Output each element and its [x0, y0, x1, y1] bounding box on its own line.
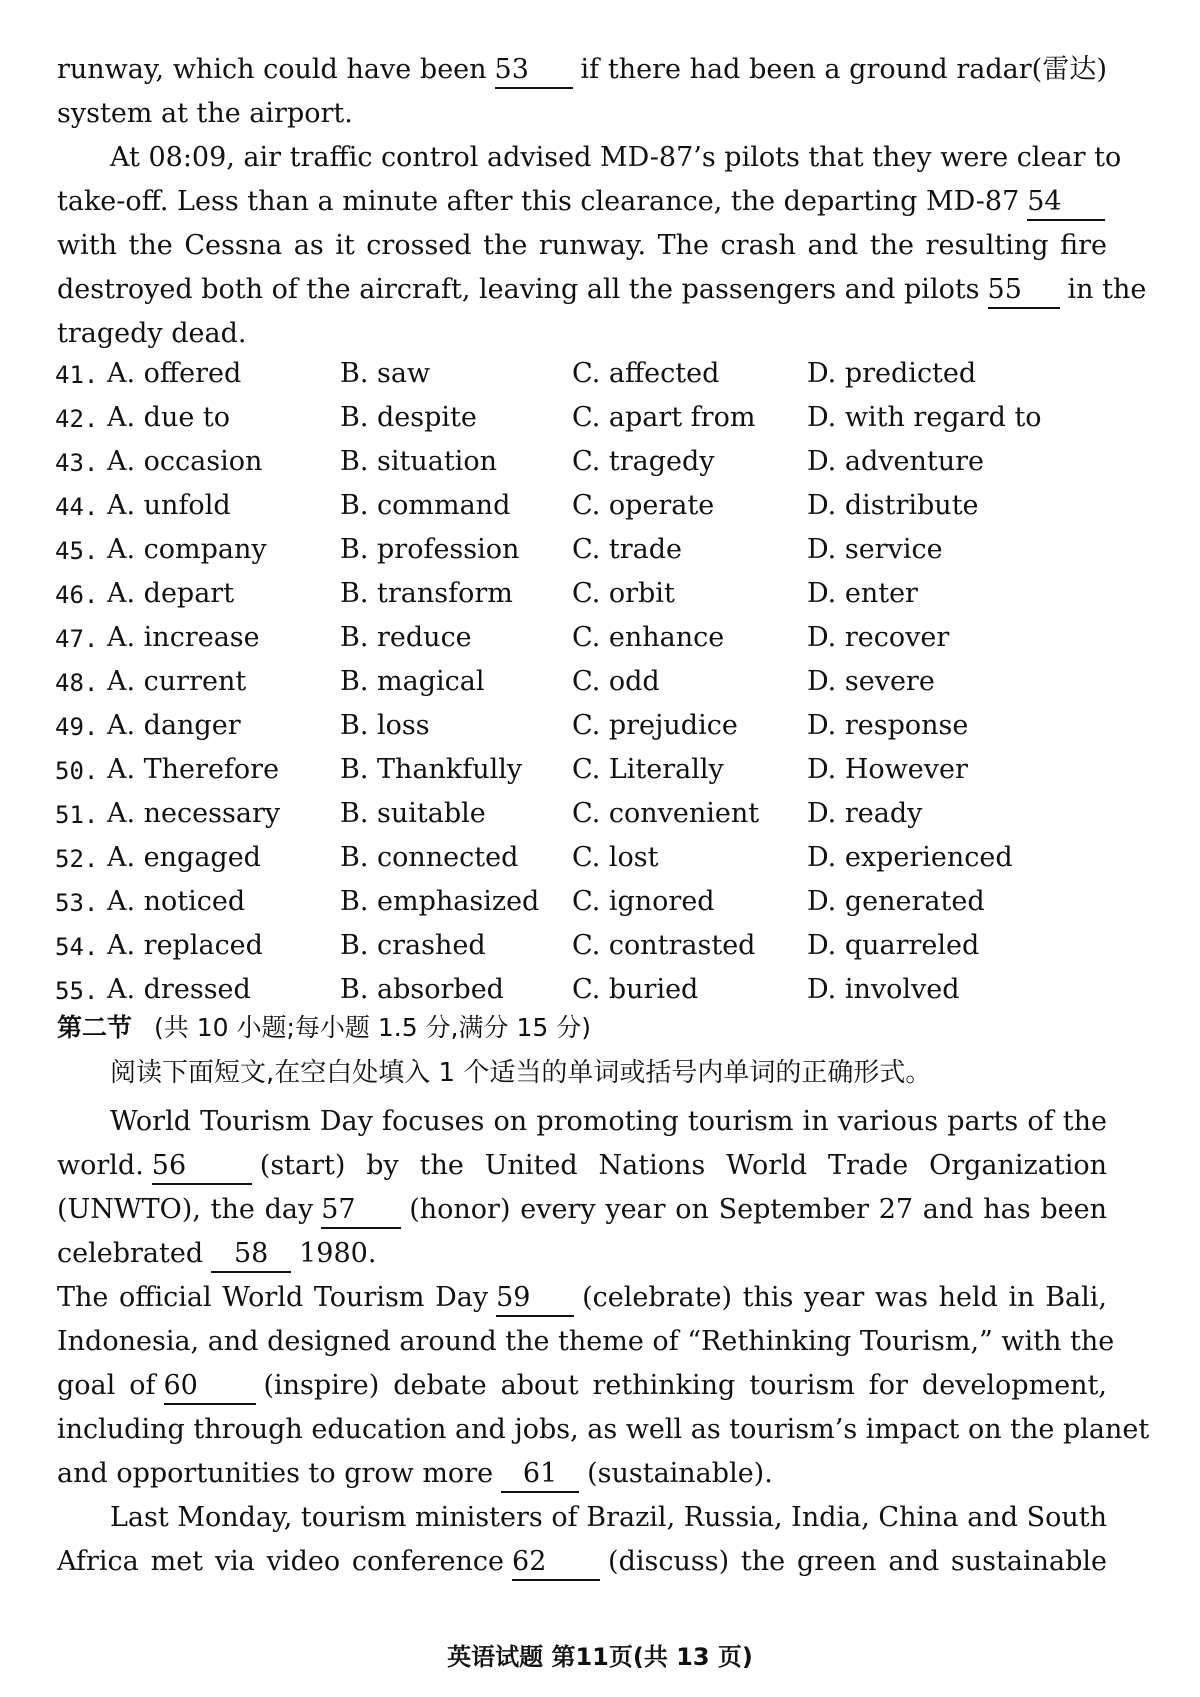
passage-line: Last Monday, tourism ministers of Brazil, Russia, India, China and South: [110, 1502, 1107, 1533]
option-c[interactable]: C. enhance: [572, 622, 725, 653]
passage-line: At 08:09, air traffic control advised MD-87’s pilots that they were clear to: [110, 142, 1122, 173]
option-a[interactable]: A. offered: [107, 358, 242, 389]
option-b[interactable]: B. emphasized: [340, 886, 540, 917]
option-row-46: 46. A. depart B. transform C. orbit D. enter: [55, 578, 918, 609]
passage-line: (UNWTO), the day 57 (honor) every year on September 27 and has been: [57, 1188, 1107, 1232]
blank-56[interactable]: 56: [152, 1149, 252, 1185]
option-d[interactable]: D. with regard to: [807, 402, 1042, 433]
passage-line: tragedy dead.: [57, 318, 247, 349]
option-a[interactable]: A. necessary: [107, 798, 281, 829]
answer-options: [55, 358, 1115, 1018]
option-b[interactable]: B. despite: [340, 402, 477, 433]
option-b[interactable]: B. magical: [340, 666, 485, 697]
blank-57[interactable]: 57: [321, 1193, 401, 1229]
option-row-45: 45. A. company B. profession C. trade D. service: [55, 534, 943, 565]
option-b[interactable]: B. transform: [340, 578, 513, 609]
option-a[interactable]: A. Therefore: [107, 754, 280, 785]
option-a[interactable]: A. dressed: [107, 974, 251, 1005]
option-d[interactable]: D. enter: [807, 578, 918, 609]
option-a[interactable]: A. current: [107, 666, 247, 697]
blank-62[interactable]: 62: [512, 1545, 600, 1581]
section-title: 第二节 (共 10 小题;每小题 1.5 分,满分 15 分): [57, 1013, 591, 1042]
option-b[interactable]: B. profession: [340, 534, 520, 565]
option-row-41: 41. A. offered B. saw C. affected D. predicted: [55, 358, 977, 389]
passage-line: take-off. Less than a minute after this clearance, the departing MD-87 54: [57, 180, 1107, 224]
passage-line: with the Cessna as it crossed the runway. The crash and the resulting fire: [57, 230, 1107, 261]
option-b[interactable]: B. command: [340, 490, 511, 521]
passage-line: The official World Tourism Day 59 (celebrate) this year was held in Bali,: [57, 1276, 1107, 1320]
blank-60[interactable]: 60: [164, 1369, 256, 1405]
option-c[interactable]: C. convenient: [572, 798, 760, 829]
option-row-54: 54. A. replaced B. crashed C. contrasted D. quarreled: [55, 930, 980, 961]
option-a[interactable]: A. increase: [107, 622, 260, 653]
option-c[interactable]: C. apart from: [572, 402, 756, 433]
option-b[interactable]: B. saw: [340, 358, 431, 389]
passage-line: world. 56 (start) by the United Nations World Trade Organization: [57, 1144, 1107, 1188]
option-a[interactable]: A. replaced: [107, 930, 263, 961]
cloze-passage: [57, 48, 1147, 356]
option-c[interactable]: C. odd: [572, 666, 660, 697]
option-b[interactable]: B. suitable: [340, 798, 486, 829]
section-note: (共 10 小题;每小题 1.5 分,满分 15 分): [154, 1013, 591, 1042]
option-c[interactable]: C. prejudice: [572, 710, 738, 741]
blank-58[interactable]: 58: [211, 1237, 291, 1273]
option-d[interactable]: D. recover: [807, 622, 950, 653]
passage-line: Africa met via video conference 62 (discuss) the green and sustainable: [57, 1540, 1107, 1584]
option-row-43: 43. A. occasion B. situation C. tragedy D. adventure: [55, 446, 984, 477]
option-d[interactable]: D. service: [807, 534, 943, 565]
option-d[interactable]: D. severe: [807, 666, 935, 697]
option-a[interactable]: A. engaged: [107, 842, 261, 873]
option-row-53: 53. A. noticed B. emphasized C. ignored D. generated: [55, 886, 985, 917]
option-d[interactable]: D. generated: [807, 886, 985, 917]
blank-53[interactable]: 53: [495, 53, 573, 89]
option-row-44: 44. A. unfold B. command C. operate D. distribute: [55, 490, 979, 521]
option-b[interactable]: B. crashed: [340, 930, 486, 961]
option-a[interactable]: A. occasion: [107, 446, 263, 477]
option-row-51: 51. A. necessary B. suitable C. convenient D. ready: [55, 798, 923, 829]
option-a[interactable]: A. company: [107, 534, 267, 565]
option-c[interactable]: C. trade: [572, 534, 682, 565]
option-a[interactable]: A. depart: [107, 578, 235, 609]
passage-line: including through education and jobs, as well as tourism’s impact on the planet: [57, 1414, 1150, 1445]
option-c[interactable]: C. tragedy: [572, 446, 715, 477]
page-footer: 英语试题 第11页(共 13 页): [447, 1643, 753, 1671]
option-c[interactable]: C. orbit: [572, 578, 675, 609]
option-row-47: 47. A. increase B. reduce C. enhance D. recover: [55, 622, 950, 653]
option-b[interactable]: B. loss: [340, 710, 430, 741]
option-d[interactable]: D. ready: [807, 798, 923, 829]
option-d[interactable]: D. quarreled: [807, 930, 980, 961]
option-d[interactable]: D. distribute: [807, 490, 979, 521]
option-b[interactable]: B. situation: [340, 446, 497, 477]
option-c[interactable]: C. ignored: [572, 886, 715, 917]
option-d[interactable]: D. involved: [807, 974, 960, 1005]
option-a[interactable]: A. danger: [107, 710, 241, 741]
option-a[interactable]: A. noticed: [107, 886, 246, 917]
option-c[interactable]: C. buried: [572, 974, 699, 1005]
option-c[interactable]: C. lost: [572, 842, 659, 873]
option-row-42: 42. A. due to B. despite C. apart from D. with regard to: [55, 402, 1042, 433]
passage-line: destroyed both of the aircraft, leaving all the passengers and pilots 55 in the: [57, 268, 1107, 312]
option-c[interactable]: C. operate: [572, 490, 715, 521]
grammar-passage: [57, 1100, 1150, 1584]
option-b[interactable]: B. connected: [340, 842, 519, 873]
option-d[interactable]: D. However: [807, 754, 968, 785]
option-d[interactable]: D. response: [807, 710, 969, 741]
section-instruction: 阅读下面短文,在空白处填入 1 个适当的单词或括号内单词的正确形式。: [110, 1058, 932, 1088]
option-row-55: 55. A. dressed B. absorbed C. buried D. involved: [55, 974, 960, 1005]
passage-line: World Tourism Day focuses on promoting tourism in various parts of the: [110, 1106, 1107, 1137]
option-d[interactable]: D. adventure: [807, 446, 984, 477]
option-a[interactable]: A. due to: [107, 402, 231, 433]
blank-54[interactable]: 54: [1027, 185, 1105, 221]
option-d[interactable]: D. experienced: [807, 842, 1013, 873]
option-d[interactable]: D. predicted: [807, 358, 977, 389]
passage-line: goal of 60 (inspire) debate about rethinking tourism for development,: [57, 1364, 1107, 1408]
option-row-50: 50. A. Therefore B. Thankfully C. Literally D. However: [55, 754, 968, 785]
blank-59[interactable]: 59: [496, 1281, 574, 1317]
passage-line: celebrated 58 1980.: [57, 1232, 1107, 1276]
option-c[interactable]: C. Literally: [572, 754, 724, 785]
passage-line: system at the airport.: [57, 98, 353, 129]
option-row-49: 49. A. danger B. loss C. prejudice D. response: [55, 710, 969, 741]
blank-61[interactable]: 61: [501, 1457, 579, 1493]
option-c[interactable]: C. affected: [572, 358, 720, 389]
option-row-52: 52. A. engaged B. connected C. lost D. experienced: [55, 842, 1013, 873]
option-b[interactable]: B. absorbed: [340, 974, 504, 1005]
option-c[interactable]: C. contrasted: [572, 930, 756, 961]
passage-line: and opportunities to grow more 61 (sustainable).: [57, 1452, 1107, 1496]
option-a[interactable]: A. unfold: [107, 490, 231, 521]
option-b[interactable]: B. reduce: [340, 622, 472, 653]
option-row-48: 48. A. current B. magical C. odd D. severe: [55, 666, 935, 697]
blank-55[interactable]: 55: [988, 273, 1060, 309]
option-b[interactable]: B. Thankfully: [340, 754, 523, 785]
passage-line: Indonesia, and designed around the theme of “Rethinking Tourism,” with the: [57, 1326, 1115, 1357]
passage-line: runway, which could have been 53 if there had been a ground radar(雷达): [57, 48, 1107, 92]
